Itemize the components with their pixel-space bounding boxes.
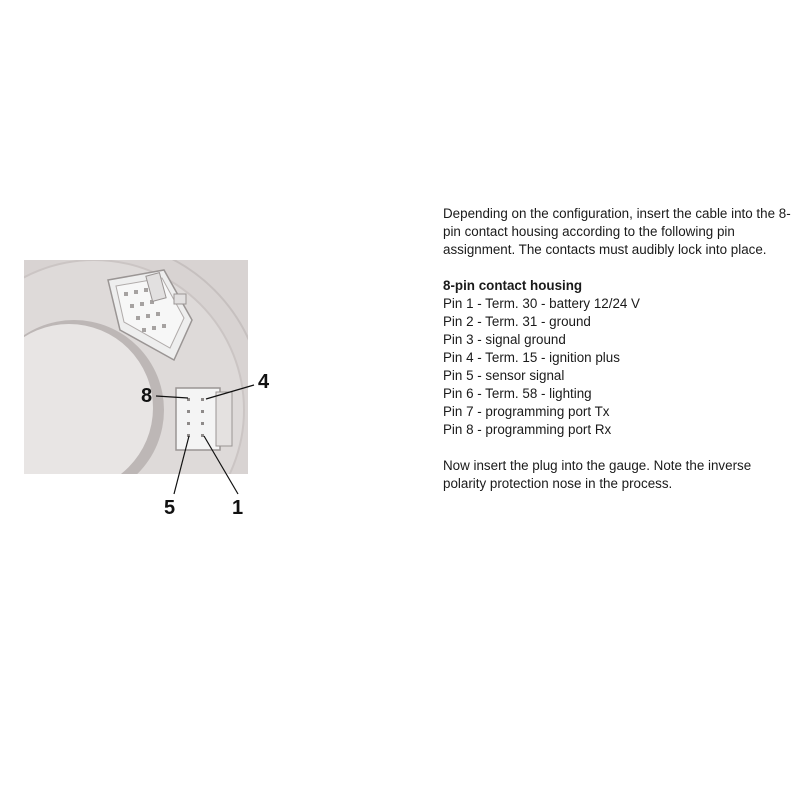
pin-item-4: Pin 4 - Term. 15 - ignition plus <box>443 350 620 365</box>
pin-item-5: Pin 5 - sensor signal <box>443 368 565 383</box>
callout-pin-1: 1 <box>232 497 244 519</box>
callout-pin-4: 4 <box>258 371 270 393</box>
leader-line-pin-5 <box>174 436 189 494</box>
leader-line-pin-8 <box>156 396 188 398</box>
callout-pin-5: 5 <box>164 497 176 519</box>
pin-item-2: Pin 2 - Term. 31 - ground <box>443 314 591 329</box>
pin-item-6: Pin 6 - Term. 58 - lighting <box>443 386 592 401</box>
pin-item-8: Pin 8 - programming port Rx <box>443 422 612 437</box>
pin-assignment-list <box>443 295 793 439</box>
pin-item-7: Pin 7 - programming port Tx <box>443 404 610 419</box>
leader-line-pin-1 <box>204 436 238 494</box>
intro-paragraph: Depending on the configuration, insert the cable into the 8-pin contact housing according to the following pin assignment. The contacts must audibly lock into place. <box>443 206 791 257</box>
outro-paragraph: Now insert the plug into the gauge. Note the inverse polarity protection nose in the process. <box>443 458 752 491</box>
pin-item-3: Pin 3 - signal ground <box>443 332 566 347</box>
leader-line-pin-4 <box>206 385 254 399</box>
pin-item-1: Pin 1 - Term. 30 - battery 12/24 V <box>443 296 640 311</box>
callout-pin-8: 8 <box>141 385 153 407</box>
instruction-text <box>443 205 793 511</box>
section-heading: 8-pin contact housing <box>443 278 583 293</box>
